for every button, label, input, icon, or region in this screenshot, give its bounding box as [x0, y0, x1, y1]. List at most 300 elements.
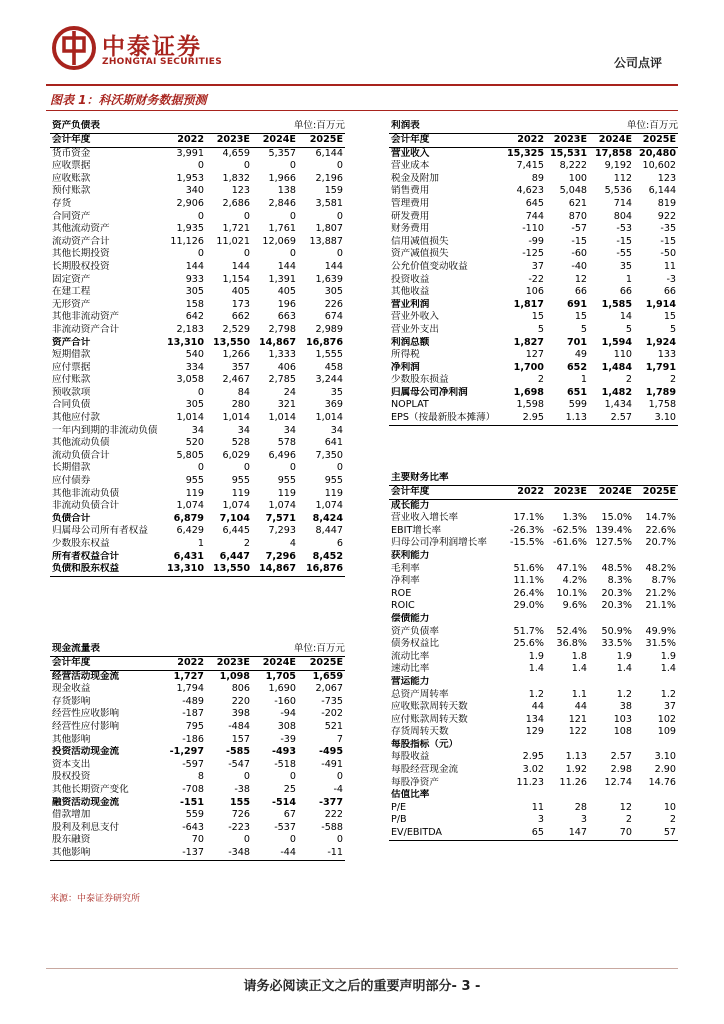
ratios-row-label: EV/EBITDA — [389, 827, 504, 840]
ratios-row-label: ROIC — [391, 600, 415, 612]
balance-row-value: 3,581 — [315, 197, 344, 209]
balance-title: 资产负债表 — [52, 120, 100, 132]
income-row — [389, 349, 678, 362]
balance-row-label: 一年内到期的非流动负债 — [52, 424, 158, 436]
balance-row — [50, 324, 345, 337]
income-row-label: 投资收益 — [391, 273, 430, 285]
balance-row-value: 196 — [277, 298, 296, 310]
ratios-row-value: 10 — [663, 801, 677, 813]
cashflow-row-value: 806 — [231, 683, 250, 695]
income-row-value: -50 — [660, 248, 677, 260]
income-header-row — [389, 134, 678, 148]
income-row — [389, 399, 678, 412]
ratios-row — [389, 777, 678, 790]
income-row-value: 100 — [568, 172, 588, 184]
cashflow-row-label: 经营性应收影响 — [52, 708, 120, 720]
cashflow-row — [50, 759, 345, 772]
ratios-row-value: 127.5% — [595, 537, 632, 549]
balance-row-value: 1,935 — [176, 223, 204, 235]
balance-row-label: 无形资产 — [52, 298, 91, 310]
income-row — [389, 299, 678, 312]
balance-row-value: 405 — [277, 286, 296, 298]
balance-row-value: 0 — [243, 248, 250, 260]
balance-row-value: 0 — [197, 248, 204, 260]
balance-row — [50, 337, 345, 350]
balance-row — [50, 160, 345, 173]
balance-row-value: 6 — [336, 538, 344, 549]
balance-row — [50, 261, 345, 274]
income-row-value: 4,623 — [516, 185, 544, 197]
balance-row — [50, 198, 345, 211]
balance-row-value: 8,424 — [312, 512, 344, 524]
income-row-value: 621 — [568, 197, 588, 209]
income-row-label: 净利润 — [391, 361, 420, 373]
income-row-value: 5,048 — [559, 185, 588, 197]
income-row-value: 1,914 — [645, 298, 677, 310]
balance-row-value: 144 — [324, 260, 344, 272]
balance-row — [50, 450, 345, 463]
balance-row — [50, 475, 345, 488]
ratios-row-value: 11.23 — [516, 776, 544, 788]
ratios-row-value — [546, 550, 589, 563]
income-row-value: 8,222 — [559, 160, 588, 172]
ratios-row-value: 37 — [663, 701, 677, 713]
income-row-value: 2 — [625, 374, 633, 386]
ratios-row — [389, 789, 678, 802]
ratios-row-value: -26.3% — [510, 524, 544, 536]
balance-row-label: 其他非流动负债 — [52, 487, 120, 499]
ratios-row — [389, 663, 678, 676]
income-row — [389, 274, 678, 287]
ratios-row-value — [634, 550, 678, 563]
balance-row-label: 应付债券 — [52, 475, 91, 487]
ratios-row-value — [546, 613, 589, 626]
ratios-row-value: 47.1% — [556, 562, 587, 574]
balance-row-value: 280 — [231, 399, 250, 411]
balance-row-value: 12,069 — [262, 235, 296, 247]
balance-row-label: 所有者权益合计 — [52, 550, 120, 562]
ratios-row-value: 1.9 — [528, 650, 544, 662]
ratios-row-label: 净利率 — [391, 575, 420, 587]
cashflow-row-value: -377 — [319, 796, 344, 808]
income-row-value: 744 — [525, 210, 544, 222]
balance-row-value: 6,447 — [219, 550, 250, 562]
cashflow-row-value: 1,098 — [219, 670, 250, 682]
balance-year-header: 2023E — [206, 134, 252, 148]
ratios-caption-row — [389, 472, 678, 486]
income-row-value: 7,415 — [516, 160, 544, 172]
ratios-row-value: 26.4% — [513, 587, 544, 599]
ratios-row-value: 70 — [589, 827, 634, 840]
balance-row-value: 933 — [185, 273, 204, 285]
ratios-row-value: 12.74 — [604, 776, 632, 788]
ratios-row-value: 51.6% — [513, 562, 544, 574]
balance-row — [50, 299, 345, 312]
income-row-label: 利润总额 — [391, 336, 430, 348]
ratios-row-label: 营业收入增长率 — [391, 512, 459, 524]
ratios-row-value — [504, 613, 546, 626]
cashflow-caption-row — [50, 643, 345, 657]
income-row-value: 9,192 — [604, 160, 633, 172]
income-row-label: 营业利润 — [391, 298, 430, 310]
ratios-row-label: 估值比率 — [391, 789, 430, 801]
balance-header-row — [50, 134, 345, 148]
cashflow-row-value: 1,705 — [265, 670, 296, 682]
ratios-row-value — [546, 676, 589, 689]
balance-row-value: 2,798 — [268, 323, 296, 335]
balance-row-value: 540 — [185, 349, 204, 361]
ratios-row-value: 2 — [669, 814, 677, 826]
ratios-row-value — [546, 789, 589, 802]
cashflow-year-header: 2025E — [298, 657, 345, 671]
balance-row — [50, 173, 345, 186]
income-row-value: 12 — [574, 273, 588, 285]
cashflow-row-value: 1,690 — [268, 683, 296, 695]
balance-row-value: 35 — [330, 386, 344, 398]
ratios-row-value: 50.9% — [601, 625, 632, 637]
balance-row-label: 固定资产 — [52, 273, 91, 285]
balance-row-value: 663 — [277, 311, 296, 323]
ratios-row — [389, 751, 678, 764]
cashflow-row-value: -491 — [321, 758, 344, 770]
income-row — [389, 311, 678, 324]
balance-row-value: 7,350 — [315, 449, 344, 461]
ratios-row — [389, 701, 678, 714]
balance-row-label: 应付账款 — [52, 374, 91, 386]
income-row — [389, 185, 678, 198]
income-row — [389, 160, 678, 173]
cashflow-header-row — [50, 657, 345, 671]
income-row — [389, 147, 678, 160]
balance-row-value: 0 — [243, 160, 250, 172]
balance-year-header: 2025E — [298, 134, 345, 148]
cashflow-row-value: 1,659 — [312, 670, 344, 682]
balance-row-value: 1,074 — [268, 500, 296, 512]
income-row-value: 1 — [625, 273, 633, 285]
ratios-row-value: 2.57 — [610, 751, 632, 763]
balance-row-value: 369 — [324, 399, 344, 411]
ratios-row-value: 1.4 — [528, 663, 544, 675]
logo-text-en: ZHONGTAI SECURITIES — [102, 57, 222, 67]
balance-row-label: 预付账款 — [52, 185, 91, 197]
cashflow-row-value: -137 — [163, 847, 206, 860]
balance-row-value: 1,807 — [315, 223, 344, 235]
ratios-row-value: 17.1% — [513, 512, 544, 524]
ratios-row-value — [589, 739, 634, 752]
cashflow-col-header: 会计年度 — [50, 657, 163, 671]
balance-row-label: 少数股东权益 — [52, 538, 110, 549]
balance-row-value: 119 — [185, 487, 204, 499]
income-row-value: 49 — [574, 349, 588, 361]
cashflow-row-label: 融资活动现金流 — [52, 796, 120, 808]
balance-row-value: 123 — [231, 185, 250, 197]
balance-row-value: 11,126 — [170, 235, 204, 247]
cashflow-row-value: -643 — [182, 821, 204, 833]
balance-row — [50, 387, 345, 400]
cashflow-row-label: 其他影响 — [50, 847, 163, 860]
income-row-value: 66 — [663, 286, 677, 298]
balance-row — [50, 513, 345, 526]
cashflow-row-value: 0 — [336, 771, 344, 783]
cashflow-row-value: 155 — [229, 796, 250, 808]
balance-row-value: 0 — [289, 210, 296, 222]
ratios-row — [389, 689, 678, 702]
balance-row-label: 合同资产 — [52, 210, 91, 222]
ratios-row-label: 总资产周转率 — [391, 688, 449, 700]
ratios-year-header: 2022 — [504, 486, 546, 500]
cashflow-row-label: 经营性应付影响 — [52, 720, 120, 732]
balance-row-value: 13,550 — [212, 336, 250, 348]
cashflow-row-value: -38 — [234, 783, 250, 795]
income-row-value: 804 — [613, 210, 633, 222]
cashflow-row-value: -489 — [182, 695, 204, 707]
income-row-value: 2.57 — [589, 412, 634, 425]
income-row-value: 123 — [657, 172, 677, 184]
balance-row-value: 7,571 — [265, 512, 296, 524]
cashflow-row — [50, 771, 345, 784]
balance-row-label: 其他流动负债 — [52, 437, 110, 449]
balance-row-value: 2,196 — [315, 172, 344, 184]
balance-row-label: 货币资金 — [52, 147, 91, 159]
income-row-value: 2 — [669, 374, 677, 386]
balance-row — [50, 185, 345, 198]
cashflow-row — [50, 809, 345, 822]
ratios-row-value — [589, 499, 634, 512]
ratios-row-label: 毛利率 — [391, 562, 420, 574]
balance-row-label: 非流动资产合计 — [52, 323, 120, 335]
balance-row-value: 1,639 — [315, 273, 344, 285]
balance-row-value: 0 — [336, 462, 344, 474]
income-row-value: 15 — [574, 311, 588, 323]
ratios-row-value — [504, 550, 546, 563]
ratios-row-value: 51.7% — [513, 625, 544, 637]
balance-row — [50, 311, 345, 324]
cashflow-unit-label: 单位:百万元 — [293, 643, 346, 655]
cashflow-row-value: 67 — [283, 809, 296, 821]
balance-row-value: 1,074 — [222, 500, 250, 512]
balance-year-header: 2024E — [252, 134, 298, 148]
cashflow-row — [50, 683, 345, 696]
income-row-label: 管理费用 — [391, 197, 430, 209]
ratios-row-label: 流动比率 — [391, 650, 430, 662]
income-row-value: 66 — [619, 286, 633, 298]
logo-emblem-icon — [52, 26, 96, 70]
ratios-row-value: 8.7% — [651, 575, 677, 587]
ratios-row-value: 109 — [657, 726, 677, 738]
income-row-value: -15 — [660, 235, 677, 247]
ratios-row-value: 14.76 — [648, 776, 677, 788]
ratios-row-label: 成长能力 — [391, 499, 430, 511]
balance-row-label: 负债和股东权益 — [50, 563, 163, 576]
income-row-value: -99 — [528, 235, 544, 247]
income-row-value: 112 — [613, 172, 633, 184]
income-row-value: 1,434 — [604, 399, 633, 411]
ratios-row-value: 49.9% — [645, 625, 677, 637]
cashflow-row-value: -39 — [280, 733, 296, 745]
balance-row — [50, 286, 345, 299]
balance-row-value: 405 — [231, 286, 250, 298]
balance-row-value: 226 — [324, 298, 344, 310]
balance-sheet-table — [50, 120, 345, 577]
balance-row-value: 6,879 — [173, 512, 204, 524]
income-row-value: -60 — [571, 248, 588, 260]
cashflow-row-value: 7 — [336, 733, 344, 745]
income-row-label: 销售费用 — [391, 185, 430, 197]
balance-row — [50, 488, 345, 501]
income-row-value: 1,700 — [513, 361, 544, 373]
income-row-value: 1.13 — [546, 412, 589, 425]
income-year-header: 2022 — [504, 134, 546, 148]
ratios-row-value — [504, 789, 546, 802]
cashflow-row-value: -1,297 — [169, 746, 204, 758]
ratios-row-value: 65 — [504, 827, 546, 840]
ratios-row — [389, 827, 678, 840]
income-row-value: -15 — [616, 235, 633, 247]
income-row-value: 1,827 — [513, 336, 544, 348]
balance-row-value: 8,447 — [315, 525, 344, 537]
income-row — [389, 362, 678, 375]
balance-row-value: 6,429 — [176, 525, 204, 537]
income-col-header: 会计年度 — [389, 134, 504, 148]
balance-row-value: 34 — [191, 424, 204, 436]
income-row-value: 1,484 — [601, 361, 633, 373]
balance-row-label: 应付票据 — [52, 361, 91, 373]
income-row-value: -15 — [571, 235, 588, 247]
balance-row-value: 1,391 — [268, 273, 296, 285]
ratios-row-value: 11.26 — [559, 776, 587, 788]
page-footer: 请务必阅读正文之后的重要声明部分- 3 - — [243, 979, 481, 994]
cashflow-row-value: 726 — [231, 809, 250, 821]
balance-row-value: 1,966 — [268, 172, 296, 184]
balance-row-value: 0 — [289, 462, 296, 474]
ratios-row-value — [546, 499, 589, 512]
cashflow-row-value: -495 — [319, 746, 344, 758]
income-row — [389, 412, 678, 425]
cashflow-row-value: 0 — [336, 834, 344, 846]
balance-row-label: 应收账款 — [52, 172, 91, 184]
balance-row-label: 其他长期投资 — [52, 248, 110, 260]
balance-row-value: 406 — [277, 361, 296, 373]
cashflow-row-value: 521 — [324, 720, 344, 732]
balance-row-value: 1,832 — [222, 172, 250, 184]
ratios-row — [389, 588, 678, 601]
balance-row-label: 长期借款 — [52, 462, 91, 474]
income-row-value: 599 — [568, 399, 588, 411]
income-row-value: -55 — [616, 248, 633, 260]
balance-row-value: 0 — [336, 210, 344, 222]
cashflow-row — [50, 696, 345, 709]
ratios-row — [389, 638, 678, 651]
cashflow-row-value: 0 — [289, 771, 296, 783]
income-row-label: 资产减值损失 — [391, 248, 449, 260]
ratios-row-value: 20.7% — [645, 537, 677, 549]
ratios-row — [389, 525, 678, 538]
balance-row-label: 长期股权投资 — [52, 260, 110, 272]
balance-row-value: 1 — [197, 538, 204, 549]
ratios-row-value — [504, 676, 546, 689]
ratios-row — [389, 499, 678, 512]
balance-row-value: 3,991 — [176, 147, 204, 159]
ratios-row-value — [589, 676, 634, 689]
balance-row-value: 1,761 — [268, 223, 296, 235]
balance-row-value: 1,074 — [315, 500, 344, 512]
balance-row-value: 4 — [289, 538, 296, 549]
ratios-row-value: 11 — [531, 801, 544, 813]
cashflow-row — [50, 797, 345, 810]
ratios-row-value: 48.5% — [601, 562, 632, 574]
ratios-row-value: 9.6% — [562, 600, 587, 612]
balance-row-value: 6,496 — [268, 449, 296, 461]
ratios-row — [389, 512, 678, 525]
cashflow-row-value: -151 — [179, 796, 204, 808]
income-row-value: -53 — [616, 223, 633, 235]
balance-row-value: 0 — [336, 248, 344, 260]
income-row-value: 5 — [537, 323, 544, 335]
income-row-value: 15,531 — [550, 147, 588, 159]
ratios-row-value: 1.9 — [616, 650, 632, 662]
income-row — [389, 211, 678, 224]
income-row-label: 财务费用 — [391, 223, 430, 235]
balance-caption-row — [50, 120, 345, 134]
ratios-title: 主要财务比率 — [391, 472, 449, 484]
income-row-label: EPS（按最新股本摊薄） — [389, 412, 504, 425]
ratios-header-row — [389, 486, 678, 500]
ratios-row-value: 20.3% — [601, 587, 632, 599]
balance-row-value: 2,785 — [268, 374, 296, 386]
balance-row-value: 334 — [185, 361, 204, 373]
balance-row-value: 1,074 — [176, 500, 204, 512]
balance-row-value: 305 — [185, 399, 204, 411]
income-row-value: 1,598 — [516, 399, 544, 411]
balance-row-value: 2,183 — [176, 323, 204, 335]
balance-row-value: 13,310 — [163, 563, 206, 576]
ratios-row-value — [634, 739, 678, 752]
cashflow-row-label: 借款增加 — [52, 809, 91, 821]
balance-row-value: 4,659 — [222, 147, 250, 159]
balance-row-value: 0 — [243, 462, 250, 474]
income-title: 利润表 — [391, 120, 420, 132]
balance-row — [50, 500, 345, 513]
income-row-value: 66 — [574, 286, 588, 298]
balance-row-value: 159 — [324, 185, 344, 197]
company-logo — [52, 26, 232, 76]
ratios-row-value: 2.90 — [654, 764, 677, 776]
ratios-row — [389, 537, 678, 550]
income-row-value: 5 — [625, 323, 633, 335]
balance-row-value: 955 — [231, 475, 250, 487]
balance-row-value: 2,529 — [222, 323, 250, 335]
income-row — [389, 324, 678, 337]
balance-row — [50, 349, 345, 362]
ratios-year-header: 2023E — [546, 486, 589, 500]
ratios-row-value: 44 — [531, 701, 544, 713]
ratios-row-value: 52.4% — [556, 625, 587, 637]
income-row-value: 2.95 — [504, 412, 546, 425]
balance-row-value: 11,021 — [216, 235, 250, 247]
ratios-row-label: 速动比率 — [391, 663, 430, 675]
balance-row-value: 13,550 — [206, 563, 252, 576]
balance-row-value: 305 — [185, 286, 204, 298]
balance-row-value: 321 — [277, 399, 296, 411]
income-row — [389, 198, 678, 211]
cashflow-row-value: 2,067 — [315, 683, 344, 695]
income-row-value: 691 — [567, 298, 588, 310]
cashflow-row-value: -160 — [274, 695, 296, 707]
income-row-label: 归属母公司净利润 — [391, 386, 468, 398]
cash-flow-table — [50, 643, 345, 861]
balance-row-value: 119 — [324, 487, 344, 499]
ratios-row-value — [634, 613, 678, 626]
